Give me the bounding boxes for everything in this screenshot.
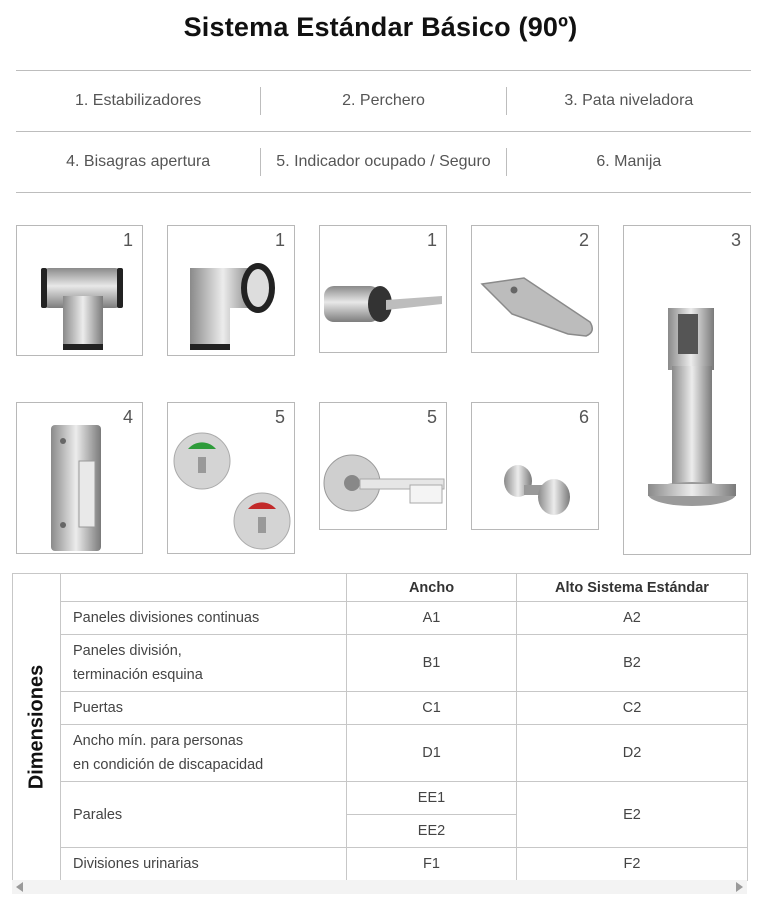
row-label-line1: Ancho mín. para personas xyxy=(73,733,244,749)
part-number: 1 xyxy=(426,230,437,250)
cell-ancho: D1 xyxy=(347,725,517,782)
scroll-right-icon[interactable] xyxy=(736,882,743,892)
parts-legend-row-1 xyxy=(16,71,751,131)
header-alto: Alto Sistema Estándar xyxy=(517,574,748,602)
part-card xyxy=(471,225,599,353)
parts-legend-row-2 xyxy=(16,132,751,192)
row-label-line1: Paneles división, xyxy=(73,643,182,659)
row-label xyxy=(61,725,347,782)
scroll-left-icon[interactable] xyxy=(16,882,23,892)
row-label xyxy=(61,635,347,692)
legend-manija: 6. Manija xyxy=(596,153,662,170)
part-card xyxy=(167,402,295,554)
part-card xyxy=(319,402,447,530)
table-header-row xyxy=(13,574,748,602)
part-card xyxy=(623,225,751,555)
table-row xyxy=(13,635,748,692)
table-row xyxy=(13,782,748,815)
side-label-cell xyxy=(13,574,61,881)
cell-ancho: EE1 xyxy=(347,782,517,815)
header-empty xyxy=(61,574,347,602)
cell-ancho: B1 xyxy=(347,635,517,692)
cell-ancho: EE2 xyxy=(347,815,517,848)
part-card xyxy=(16,402,143,554)
divider xyxy=(16,192,751,193)
table-row xyxy=(13,602,748,635)
horizontal-scrollbar[interactable] xyxy=(12,880,747,894)
table-row xyxy=(13,848,748,881)
header-ancho: Ancho xyxy=(347,574,517,602)
part-number: 3 xyxy=(730,230,741,250)
legend-indicador: 5. Indicador ocupado / Seguro xyxy=(276,153,491,170)
row-label-line2: terminación esquina xyxy=(73,667,203,683)
legend-pata-niveladora: 3. Pata niveladora xyxy=(564,92,694,109)
cell-ancho: F1 xyxy=(347,848,517,881)
part-card xyxy=(319,225,447,353)
part-number: 6 xyxy=(578,407,589,427)
side-label: Dimensiones xyxy=(25,664,47,790)
part-card xyxy=(167,225,295,356)
part-number: 2 xyxy=(578,230,589,250)
row-label: Paneles divisiones continuas xyxy=(61,602,347,635)
page-title: Sistema Estándar Básico (90º) xyxy=(183,12,578,42)
part-number: 4 xyxy=(122,407,133,427)
legend-perchero: 2. Perchero xyxy=(342,92,425,109)
row-label: Parales xyxy=(61,782,347,848)
legend-estabilizadores: 1. Estabilizadores xyxy=(75,92,202,109)
part-card xyxy=(471,402,599,530)
part-number: 1 xyxy=(122,230,133,250)
cell-ancho: C1 xyxy=(347,692,517,725)
row-label: Puertas xyxy=(61,692,347,725)
cell-alto: D2 xyxy=(517,725,748,782)
cell-ancho: A1 xyxy=(347,602,517,635)
table-row xyxy=(13,725,748,782)
row-label: Divisiones urinarias xyxy=(61,848,347,881)
leveling-leg-icon xyxy=(624,226,751,555)
part-number: 5 xyxy=(426,407,437,427)
part-number: 5 xyxy=(274,407,285,427)
part-number: 1 xyxy=(274,230,285,250)
cell-alto: A2 xyxy=(517,602,748,635)
cell-alto: C2 xyxy=(517,692,748,725)
legend-bisagras: 4. Bisagras apertura xyxy=(66,153,211,170)
row-label-line2: en condición de discapacidad xyxy=(73,757,264,773)
cell-alto: F2 xyxy=(517,848,748,881)
part-card xyxy=(16,225,143,356)
cell-alto: E2 xyxy=(517,782,748,848)
table-row xyxy=(13,692,748,725)
cell-alto: B2 xyxy=(517,635,748,692)
dimensions-table xyxy=(12,573,748,881)
